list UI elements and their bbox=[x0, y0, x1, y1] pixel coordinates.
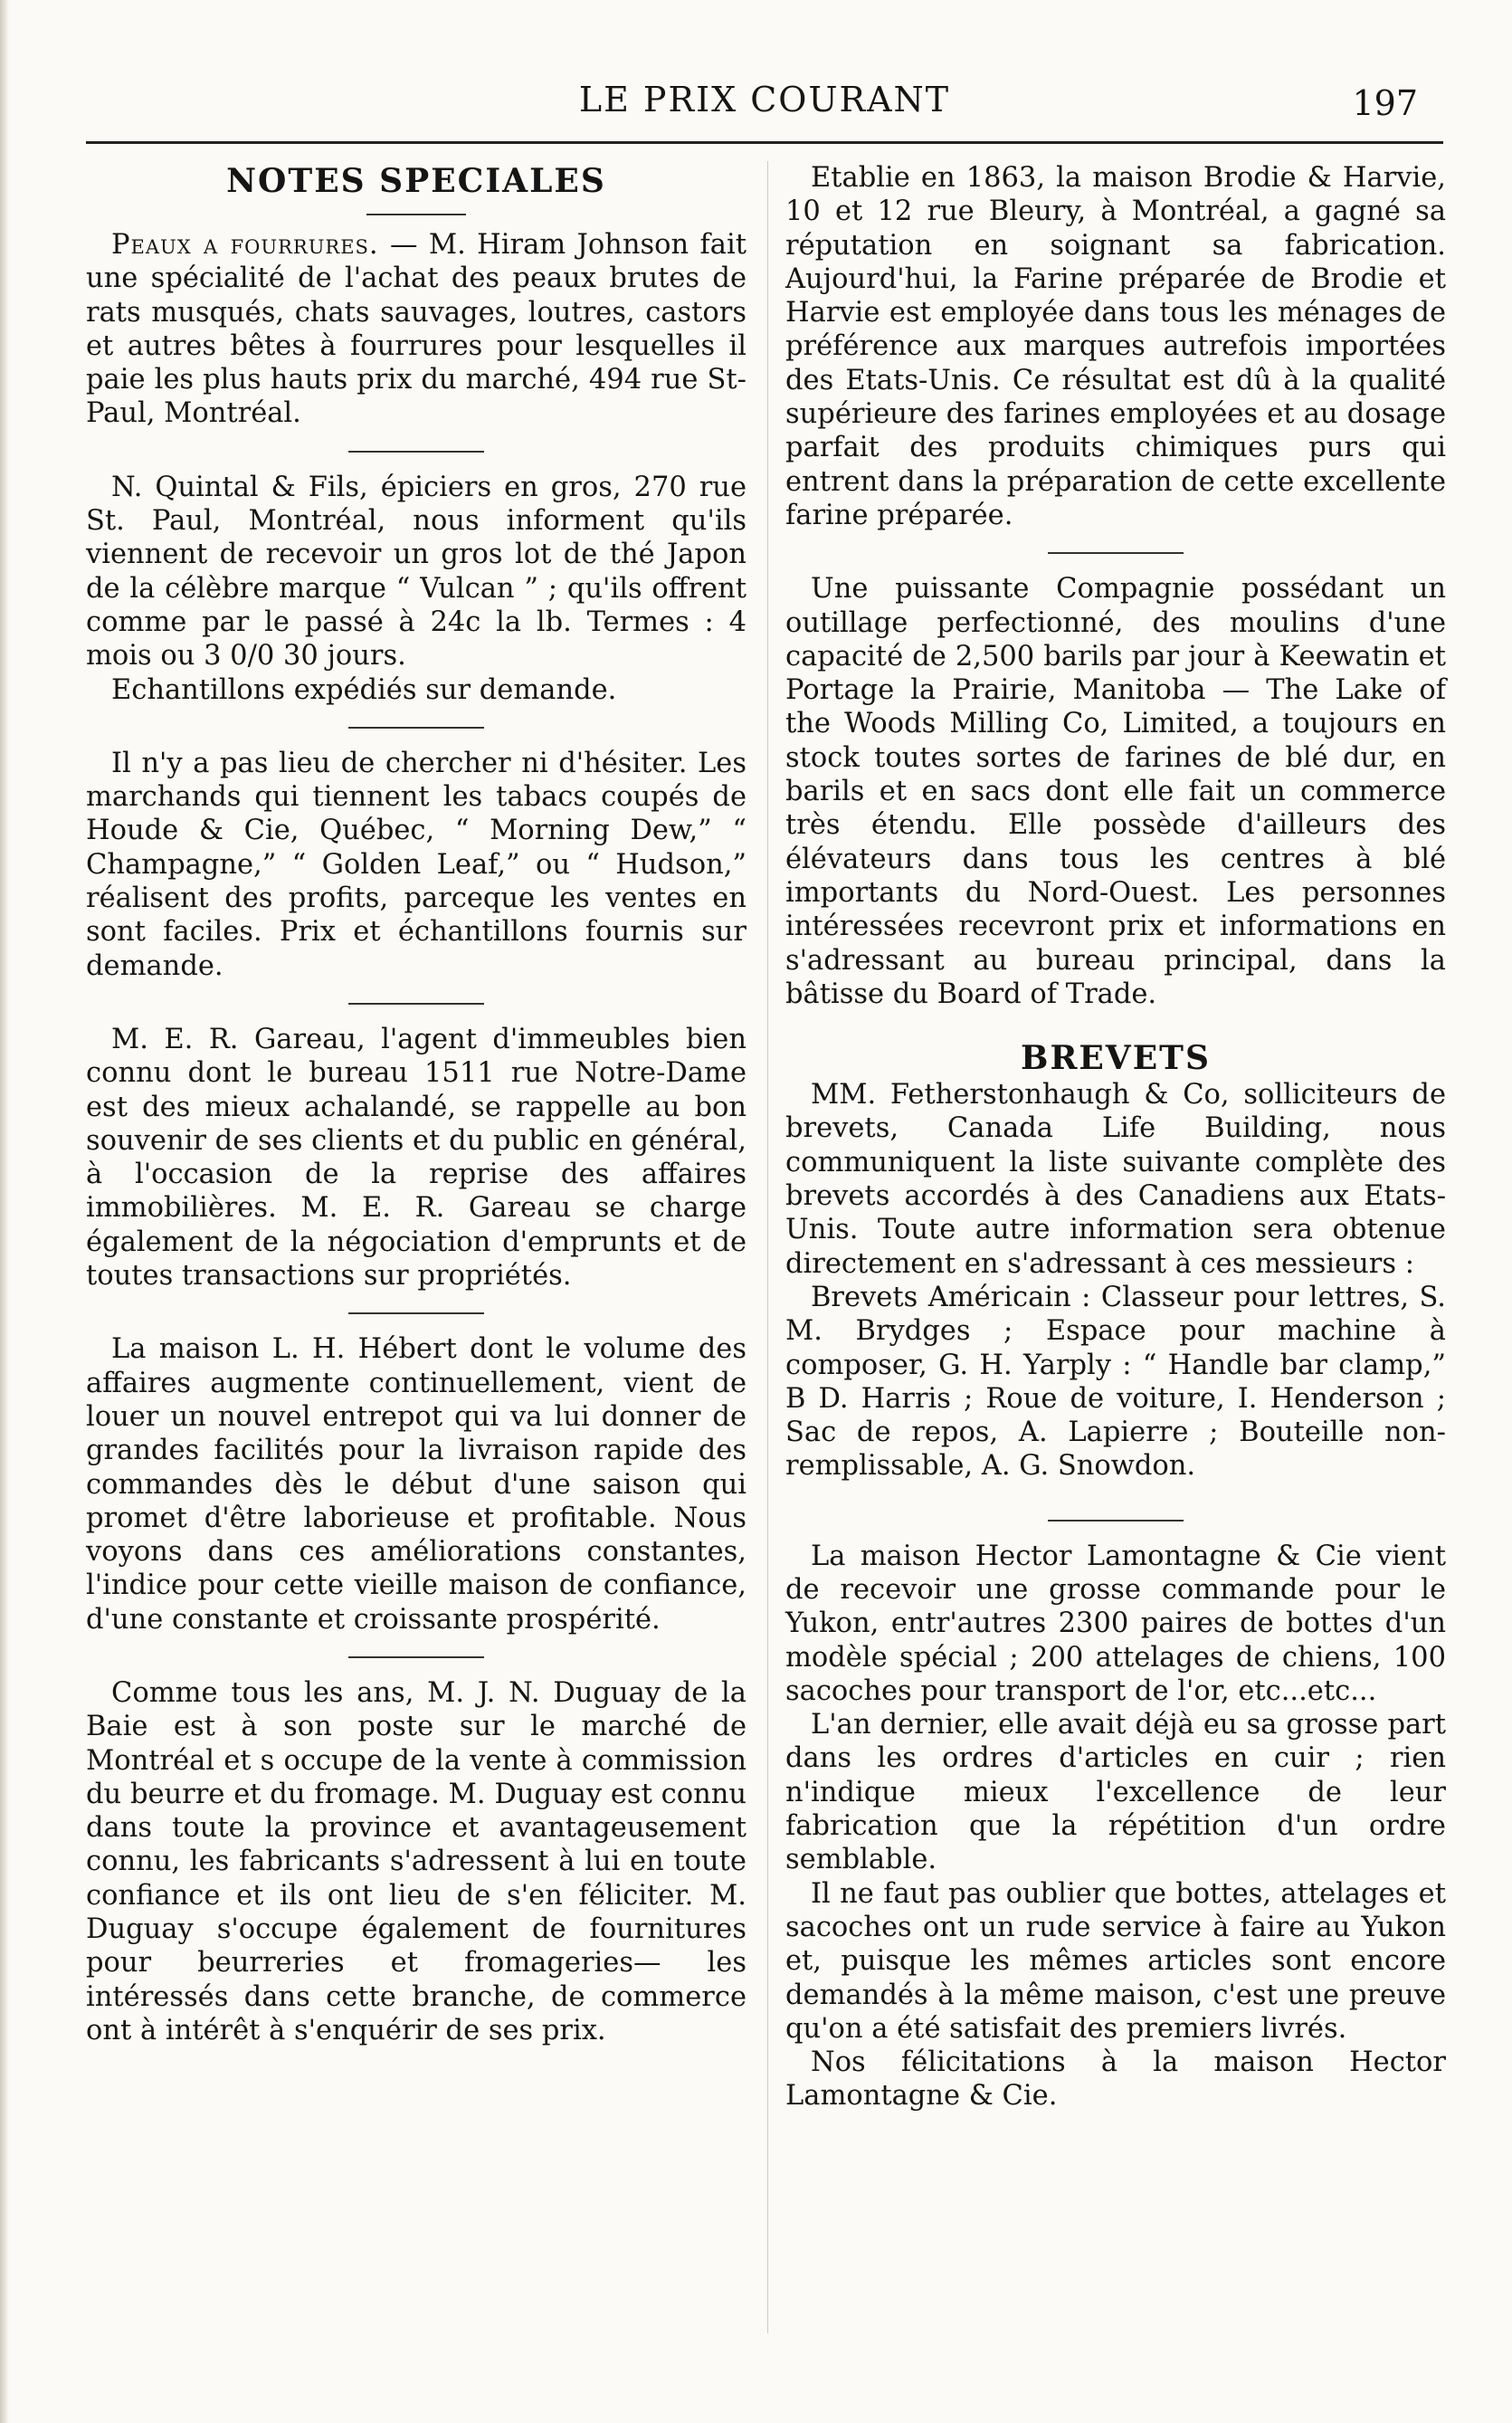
note-duguay bbox=[86, 1676, 746, 2047]
note-lamontagne bbox=[785, 1540, 1446, 2113]
separator-rule bbox=[348, 1312, 484, 1314]
right-column bbox=[785, 161, 1446, 2113]
section-heading-brevets: BREVETS bbox=[1021, 1039, 1211, 1078]
note-houde-tabacs bbox=[86, 747, 746, 983]
note-paragraph: N. Quintal & Fils, épiciers en gros, 270 rue St. Paul, Montréal, nous informent qu'ils viennent de recevoir un gros lot de thé Japon de la célèbre marque “ Vulcan ” ; qu'ils offrent comme par le passé à 24c la lb. Termes : 4 mois ou 3 0/0 30 jours. bbox=[86, 471, 746, 673]
separator-rule bbox=[348, 727, 484, 729]
note-paragraph: Comme tous les ans, M. J. N. Duguay de la Baie est à son poste sur le marché de Montréal et s occupe de la vente à commission du beurre et du fromage. M. Duguay est connu dans toute la province et avantageusement connu, les fabricants s'adressent à lui en toute confiance et ils ont lieu de s'en féliciter. M. Duguay s'occupe également de fournitures pour beurreries et fromageries— les intéressés dans cette branche, de commerce ont à intérêt à s'enquérir de ses prix. bbox=[86, 1676, 746, 2046]
note-paragraph bbox=[86, 228, 746, 431]
header-rule bbox=[86, 141, 1443, 144]
page-number: 197 bbox=[1352, 83, 1418, 123]
note-paragraph: M. E. R. Gareau, l'agent d'immeubles bien connu dont le bureau 1511 rue Notre-Dame est des mieux achalandé, se rappelle au bon souvenir de ses clients et du public en général, à l'occasion de la reprise des affaires immobilières. M. E. R. Gareau se charge également de la négociation d'emprunts et de toutes transactions sur propriétés. bbox=[86, 1023, 746, 1293]
note-paragraph: Une puissante Compagnie possédant un outillage perfectionné, des moulins d'une capacité de 2,500 barils par jour à Keewatin et Portage la Prairie, Manitoba — The Lake of the Woods Milling Co, Limited, a toujours en stock toutes sortes de farines de blé dur, en barils et en sacs dont elle fait un commerce très étendu. Elle possède d'ailleurs des élévateurs dans tous les centres à blé importants du Nord-Ouest. Les personnes intéressées recevront prix et informations en s'adressant au bureau principal, dans la bâtisse du Board of Trade. bbox=[785, 573, 1446, 1010]
separator-rule bbox=[1048, 552, 1184, 554]
note-paragraph: MM. Fetherstonhaugh & Co, solliciteurs de brevets, Canada Life Building, nous communiquent la liste suivante complète des brevets accordés à des Canadiens aux Etats-Unis. Toute autre information sera obtenue directement en s'adressant à ces messieurs : bbox=[785, 1079, 1446, 1280]
note-paragraph: Brevets Américain : Classeur pour lettres, S. M. Brydges ; Espace pour machine à composer, G. H. Yarply : “ Handle bar clamp,” B D. Harris ; Roue de voiture, I. Henderson ; Sac de repos, A. Lapierre ; Bouteille non-remplissable, A. G. Snowdon. bbox=[785, 1281, 1446, 1483]
separator-rule bbox=[348, 1656, 484, 1658]
note-brodie-harvie bbox=[785, 161, 1446, 532]
publication-title: LE PRIX COURANT bbox=[578, 80, 951, 119]
note-quintal bbox=[86, 471, 746, 707]
note-brevets bbox=[785, 1078, 1446, 1483]
page-edge-shadow bbox=[0, 0, 9, 2423]
note-lake-of-the-woods bbox=[785, 572, 1446, 1011]
left-column bbox=[86, 161, 746, 2047]
note-paragraph: L'an dernier, elle avait déjà eu sa grosse part dans les ordres d'articles en cuir ; rien n'indique mieux l'excellence de leur fabrication que la répétition d'un ordre semblable. bbox=[785, 1709, 1446, 1876]
note-hebert bbox=[86, 1332, 746, 1636]
note-paragraph: Il n'y a pas lieu de chercher ni d'hésiter. Les marchands qui tiennent les tabacs coupés de Houde & Cie, Québec, “ Morning Dew,” “ Champagne,” “ Golden Leaf,” ou “ Hudson,” réalisent des profits, parceque les ventes en sont faciles. Prix et échantillons fournis sur demande. bbox=[86, 747, 746, 982]
section-heading-notes-speciales: NOTES SPECIALES bbox=[226, 162, 606, 200]
note-paragraph: Il ne faut pas oublier que bottes, attelages et sacoches ont un rude service à faire au Yukon et, puisque les mêmes articles sont encore demandés à la même maison, c'est une preuve qu'on a été satisfait des premiers livrés. bbox=[785, 1877, 1446, 2045]
separator-rule bbox=[1048, 1520, 1184, 1522]
separator-rule bbox=[348, 1003, 484, 1005]
note-peaux-a-fourrures bbox=[86, 228, 746, 431]
note-paragraph: Etablie en 1863, la maison Brodie & Harvie, 10 et 12 rue Bleury, à Montréal, a gagné sa réputation en soignant sa fabrication. Aujourd'hui, la Farine préparée de Brodie et Harvie est employée dans tous les ménages de préférence aux marques autrefois importées des Etats-Unis. Ce résultat est dû à la qualité supérieure des farines employées et au dosage parfait des produits chimiques purs qui entrent dans la préparation de cette excellente farine préparée. bbox=[785, 162, 1446, 531]
note-lead: Peaux a fourrures. bbox=[111, 229, 379, 261]
note-paragraph: Nos félicitations à la maison Hector Lamontagne & Cie. bbox=[785, 2046, 1446, 2113]
page-header bbox=[86, 80, 1443, 143]
note-paragraph: Echantillons expédiés sur demande. bbox=[111, 673, 617, 706]
column-divider bbox=[767, 161, 768, 2333]
heading-rule bbox=[366, 214, 466, 215]
note-paragraph: La maison Hector Lamontagne & Cie vient de recevoir une grosse commande pour le Yukon, entr'autres 2300 paires de bottes d'un modèle spécial ; 200 attelages de chiens, 100 sacoches pour transport de l'or, etc...etc... bbox=[785, 1540, 1446, 1707]
note-paragraph: La maison L. H. Hébert dont le volume des affaires augmente continuellement, vient de louer un nouvel entrepot qui va lui donner de grandes facilités pour la livraison rapide des commandes dès le début d'une saison qui promet d'être laborieuse et profitable. Nous voyons dans ces améliorations constantes, l'indice pour cette vieille maison de confiance, d'une constante et croissante prospérité. bbox=[86, 1333, 746, 1636]
note-text: — M. Hiram Johnson fait une spécialité de l'achat des peaux brutes de rats musqués, chats sauvages, loutres, castors et autres bêtes à fourrures pour lesquelles il paie les plus hauts prix du marché, 494 rue St-Paul, Montréal. bbox=[86, 229, 746, 430]
separator-rule bbox=[348, 451, 484, 453]
note-gareau bbox=[86, 1023, 746, 1293]
